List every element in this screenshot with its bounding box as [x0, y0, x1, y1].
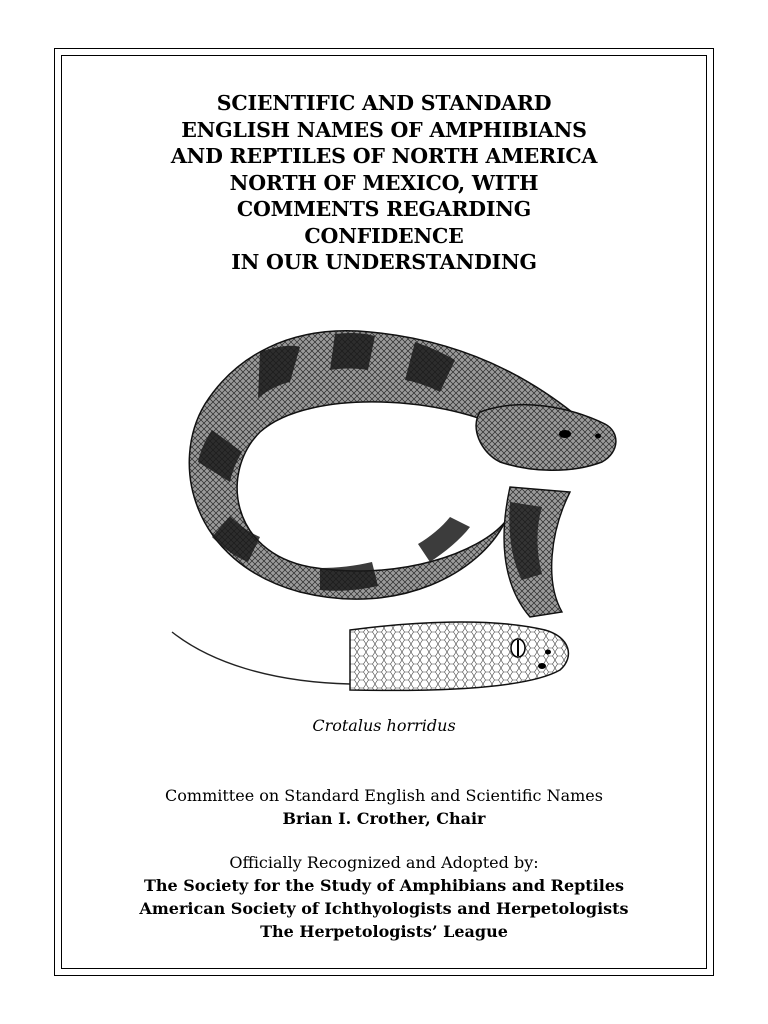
title-line: CONFIDENCE [304, 223, 464, 248]
title-line: NORTH OF MEXICO, WITH [229, 170, 539, 195]
society-name: The Herpetologists’ League [260, 922, 508, 941]
committee-block [0, 784, 768, 830]
title-line: COMMENTS REGARDING [236, 197, 532, 221]
title-line: AND REPTILES OF NORTH AMERICA [170, 144, 598, 168]
document-title [100, 90, 668, 276]
snake-head-lower [350, 622, 568, 690]
title-line: ENGLISH NAMES OF AMPHIBIANS [181, 117, 587, 142]
snake-tail [172, 632, 350, 684]
committee-name: Committee on Standard English and Scientific Names [165, 786, 603, 805]
committee-chair: Brian I. Crother, Chair [282, 809, 486, 828]
illustration-caption: Crotalus horridus [312, 716, 456, 735]
society-name: The Society for the Study of Amphibians and Reptiles [143, 876, 625, 895]
rattlesnake-illustration [150, 312, 630, 712]
title-line: SCIENTIFIC AND STANDARD [216, 91, 552, 115]
adoption-block [0, 851, 768, 943]
adoption-heading: Officially Recognized and Adopted by: [229, 853, 539, 872]
society-name: American Society of Ichthyologists and Herpetologists [139, 899, 629, 918]
title-line: IN OUR UNDERSTANDING [231, 250, 537, 274]
snake-head-upper [476, 405, 616, 471]
